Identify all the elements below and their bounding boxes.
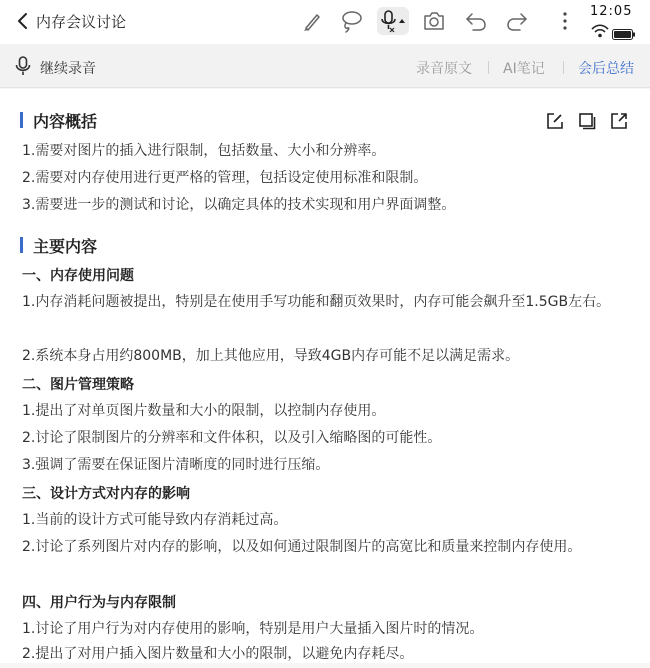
heading-accent-bar <box>20 112 23 128</box>
content-item: 1.讨论了用户行为对内存使用的影响，特别是用户大量插入图片时的情况。 <box>22 621 484 637</box>
summary-content: 内容概括 1.需要对图片的插入进行限制，包括数量、大小和分辨率。 2.需要对内存使用进行更严格的管理，包括设定使用标准和限制。 3.需要进一步的测试和讨论，以确定具体的技术实现和用户界面调整。 主要内容 一、内存使用问题 1.内存消耗问题被提出，特别是在使用手写功能和翻页效果时，内存可能会飙升至1.5GB左右。 2.系统本身占用约800MB，加上其他应用，导致4GB内存可能不足以满足需求。 二、图片管理策略 1.提出了对单页图片数量和大小的限制，以控制内存使用。 2.讨论了限制图片的分辨率和文件体积，以及引入缩略图的可能性。 3.强调了需要在保证图片清晰度的同时进行压缩。 三、设计方式对内存的影响 1.当前的设计方式可能导致内存消耗过高。 2.讨论了系列图片对内存的影响，以及如何通过限制图片的高宽比和质量来控制内存使用。 四、用户行为与内存限制 1.讨论了用户行为对内存使用的影响，特别是用户大量插入图片时的情况。 2.提出了对用户插入图片数量和大小的限制，以避免内存耗尽。 <box>0 89 650 663</box>
mic-dropdown-icon[interactable] <box>377 7 409 35</box>
heading-accent-bar <box>20 237 23 253</box>
share-icon[interactable] <box>610 112 628 130</box>
tab-summary[interactable]: 会后总结 <box>578 61 634 77</box>
wifi-icon <box>591 23 609 37</box>
content-item: 2.提出了对用户插入图片数量和大小的限制，以避免内存耗尽。 <box>22 646 414 662</box>
top-bar <box>0 0 650 44</box>
page-title: 内存会议讨论 <box>36 13 127 31</box>
copy-icon[interactable] <box>578 112 596 130</box>
section-title: 三、设计方式对内存的影响 <box>22 486 190 502</box>
back-arrow-icon[interactable] <box>12 10 34 32</box>
tab-ai-notes[interactable]: AI笔记 <box>503 61 545 77</box>
more-icon[interactable] <box>559 8 571 34</box>
summary-item: 3.需要进一步的测试和讨论，以确定具体的技术实现和用户界面调整。 <box>22 197 456 213</box>
content-item: 2.讨论了系列图片对内存的影响，以及如何通过限制图片的高宽比和质量来控制内存使用。 <box>22 539 582 555</box>
microphone-icon[interactable] <box>14 56 32 76</box>
redo-icon[interactable] <box>503 7 531 35</box>
tab-transcript[interactable]: 录音原文 <box>416 61 472 77</box>
brush-icon[interactable] <box>298 7 326 35</box>
section-title: 四、用户行为与内存限制 <box>22 595 176 611</box>
camera-icon[interactable] <box>420 7 448 35</box>
tab-divider <box>563 61 564 74</box>
lasso-icon[interactable] <box>337 7 365 35</box>
content-item: 1.当前的设计方式可能导致内存消耗过高。 <box>22 512 288 528</box>
edit-icon[interactable] <box>546 112 564 130</box>
status-area <box>586 2 646 42</box>
section-title: 一、内存使用问题 <box>22 268 134 284</box>
recording-bar <box>0 44 650 88</box>
continue-recording-button[interactable]: 继续录音 <box>40 61 96 77</box>
section-title: 二、图片管理策略 <box>22 377 134 393</box>
content-item: 1.提出了对单页图片数量和大小的限制，以控制内存使用。 <box>22 403 386 419</box>
tab-divider <box>488 61 489 74</box>
undo-icon[interactable] <box>462 7 490 35</box>
content-item: 3.强调了需要在保证图片清晰度的同时进行压缩。 <box>22 457 330 473</box>
summary-item: 1.需要对图片的插入进行限制，包括数量、大小和分辨率。 <box>22 143 386 159</box>
content-item: 2.系统本身占用约800MB，加上其他应用，导致4GB内存可能不足以满足需求。 <box>22 348 520 364</box>
content-item: 2.讨论了限制图片的分辨率和文件体积，以及引入缩略图的可能性。 <box>22 430 442 446</box>
summary-item: 2.需要对内存使用进行更严格的管理，包括设定使用标准和限制。 <box>22 170 428 186</box>
clock: 12:05 <box>590 4 633 19</box>
battery-icon <box>612 25 636 36</box>
content-item: 1.内存消耗问题被提出，特别是在使用手写功能和翻页效果时，内存可能会飙升至1.5GB左右。 <box>22 294 611 310</box>
